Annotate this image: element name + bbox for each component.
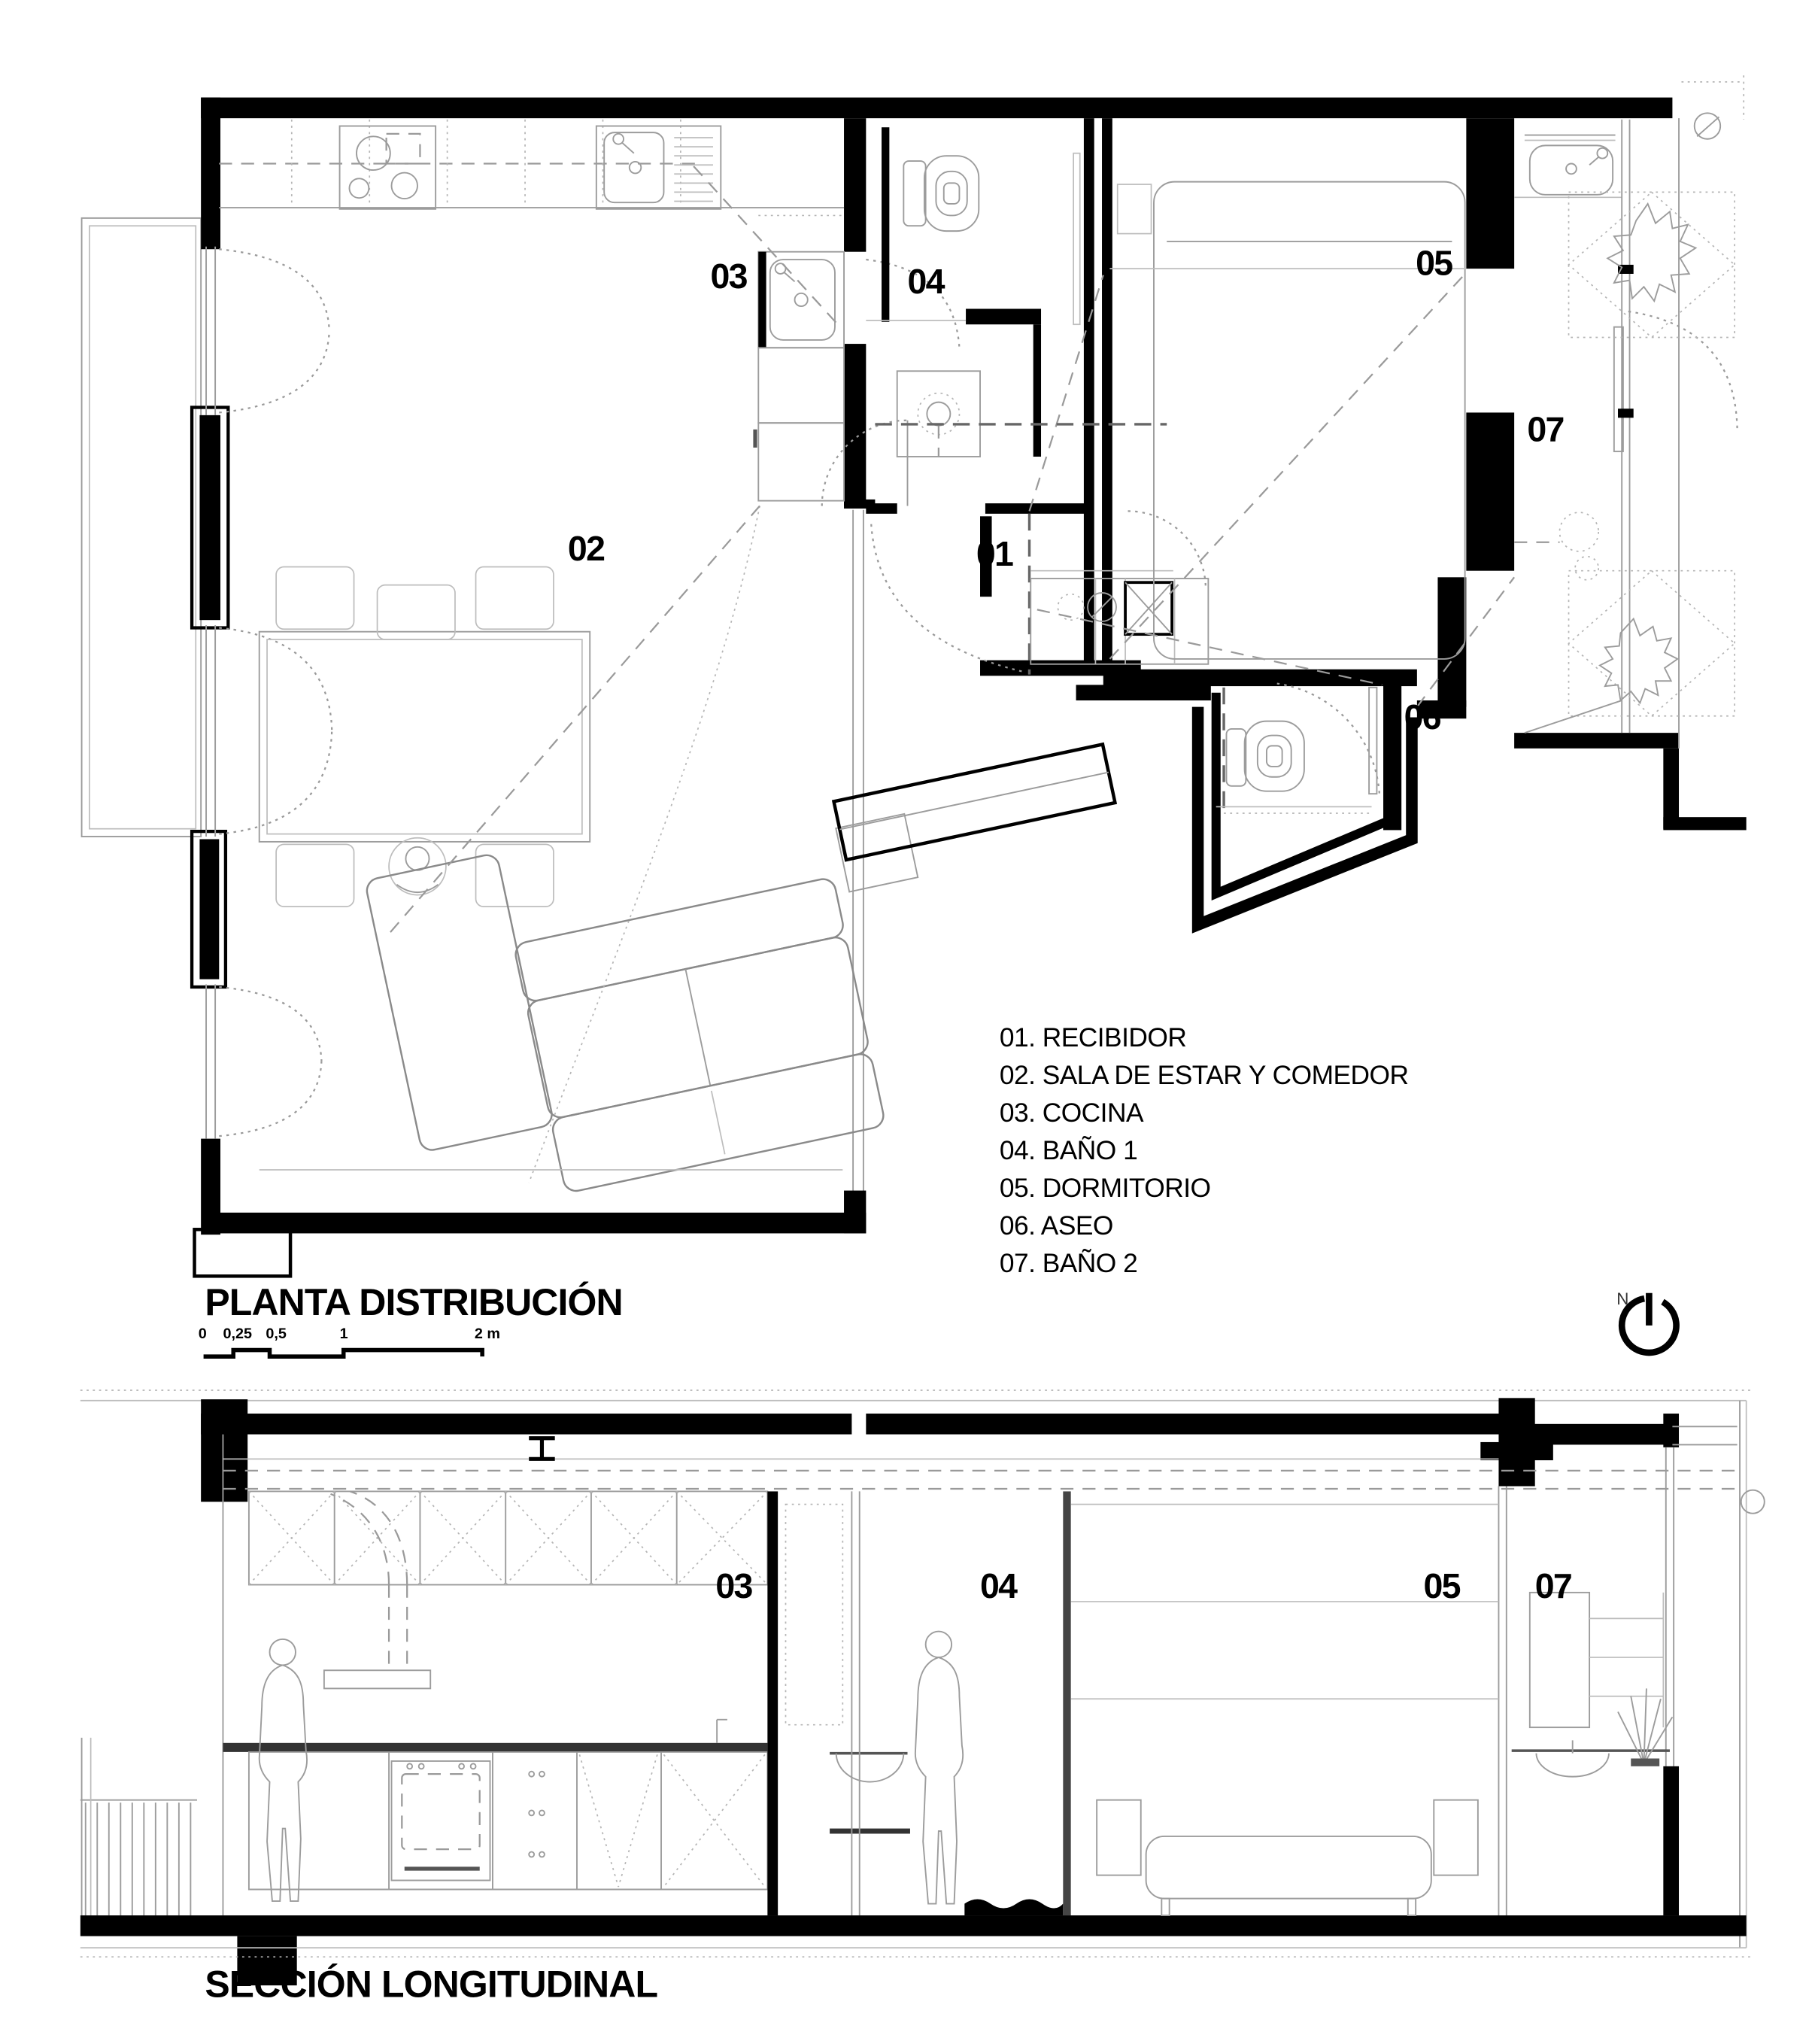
plan-title: PLANTA DISTRIBUCIÓN — [205, 1281, 623, 1324]
label-dormitorio: 05 — [1416, 243, 1452, 283]
plan-walkline — [529, 506, 760, 1183]
plan-walls — [192, 75, 1747, 1279]
label-bano1: 04 — [907, 261, 944, 301]
north-arrow-icon — [1616, 1289, 1676, 1353]
plan-dining-table — [260, 567, 590, 907]
legend-item: 03. COCINA — [999, 1098, 1144, 1128]
label-section-bano1: 04 — [980, 1566, 1017, 1605]
legend-item: 01. RECIBIDOR — [999, 1023, 1187, 1053]
washbasin-icon — [1530, 145, 1613, 194]
legend-item: 06. ASEO — [999, 1211, 1113, 1241]
legend — [1000, 1023, 1409, 1278]
extractor-hood — [324, 1491, 430, 1688]
hob-icon — [340, 126, 436, 209]
steel-beam-icon — [529, 1438, 554, 1459]
kitchen-sink-icon — [596, 126, 721, 209]
section-title: SECCIÓN LONGITUDINAL — [205, 1963, 658, 2006]
scale-bar — [199, 1326, 500, 1356]
label-recibidor: 01 — [976, 533, 1013, 573]
legend-item: 07. BAÑO 2 — [999, 1249, 1138, 1279]
drawer-handles — [529, 1772, 545, 1857]
floor-plan — [82, 75, 1747, 1279]
section-kitchen — [223, 1491, 778, 1915]
scale-tick: 0,25 — [223, 1326, 253, 1343]
north-letter: N — [1616, 1289, 1629, 1309]
plant-icon-section — [1618, 1688, 1672, 1766]
bed-icon — [1146, 1836, 1431, 1915]
scale-tick: 0 — [198, 1326, 207, 1343]
plan-balcony-left — [82, 218, 202, 837]
plan-title-block — [199, 1281, 1677, 1356]
plan-sofa-group — [365, 768, 967, 1221]
label-section-bano2: 07 — [1534, 1566, 1572, 1605]
label-section-cocina: 03 — [715, 1566, 752, 1605]
faucet-icon — [1695, 113, 1720, 138]
section-structure — [80, 1398, 1753, 1985]
shower-icon — [897, 371, 980, 457]
person-silhouette-1 — [260, 1639, 307, 1901]
seated-person-icon — [389, 838, 446, 895]
legend-item: 02. SALA DE ESTAR Y COMEDOR — [999, 1061, 1409, 1091]
scale-tick: 2 m — [474, 1326, 500, 1343]
scale-tick: 0,5 — [266, 1326, 287, 1343]
section-railing — [80, 1738, 197, 1915]
label-bano2: 07 — [1527, 409, 1564, 449]
oven-icon — [392, 1761, 490, 1881]
plan-hall — [871, 275, 1382, 685]
legend-item: 05. DORMITORIO — [999, 1174, 1211, 1204]
section-bath2 — [1512, 1490, 1765, 1777]
kitchen-tall-unit — [753, 215, 844, 500]
section-bath1 — [785, 1491, 1070, 1915]
label-sala: 02 — [567, 528, 605, 568]
legend-item: 04. BAÑO 1 — [999, 1136, 1138, 1166]
toilet-icon — [903, 156, 979, 231]
label-cocina: 03 — [710, 256, 747, 296]
plan-tv-console — [834, 744, 1115, 860]
washing-machine-icon — [1125, 582, 1172, 634]
label-aseo: 06 — [1404, 697, 1440, 737]
scale-tick: 1 — [339, 1326, 348, 1343]
person-silhouette-2 — [915, 1632, 963, 1904]
section-room-labels — [715, 1566, 1571, 1605]
label-section-dormitorio: 05 — [1423, 1566, 1460, 1605]
plan-bedroom — [1109, 182, 1466, 659]
plan-windows-left — [206, 247, 332, 1139]
plan-aseo — [1216, 684, 1379, 813]
longitudinal-section — [80, 1390, 1765, 2006]
toilet-icon-2 — [1226, 721, 1304, 791]
